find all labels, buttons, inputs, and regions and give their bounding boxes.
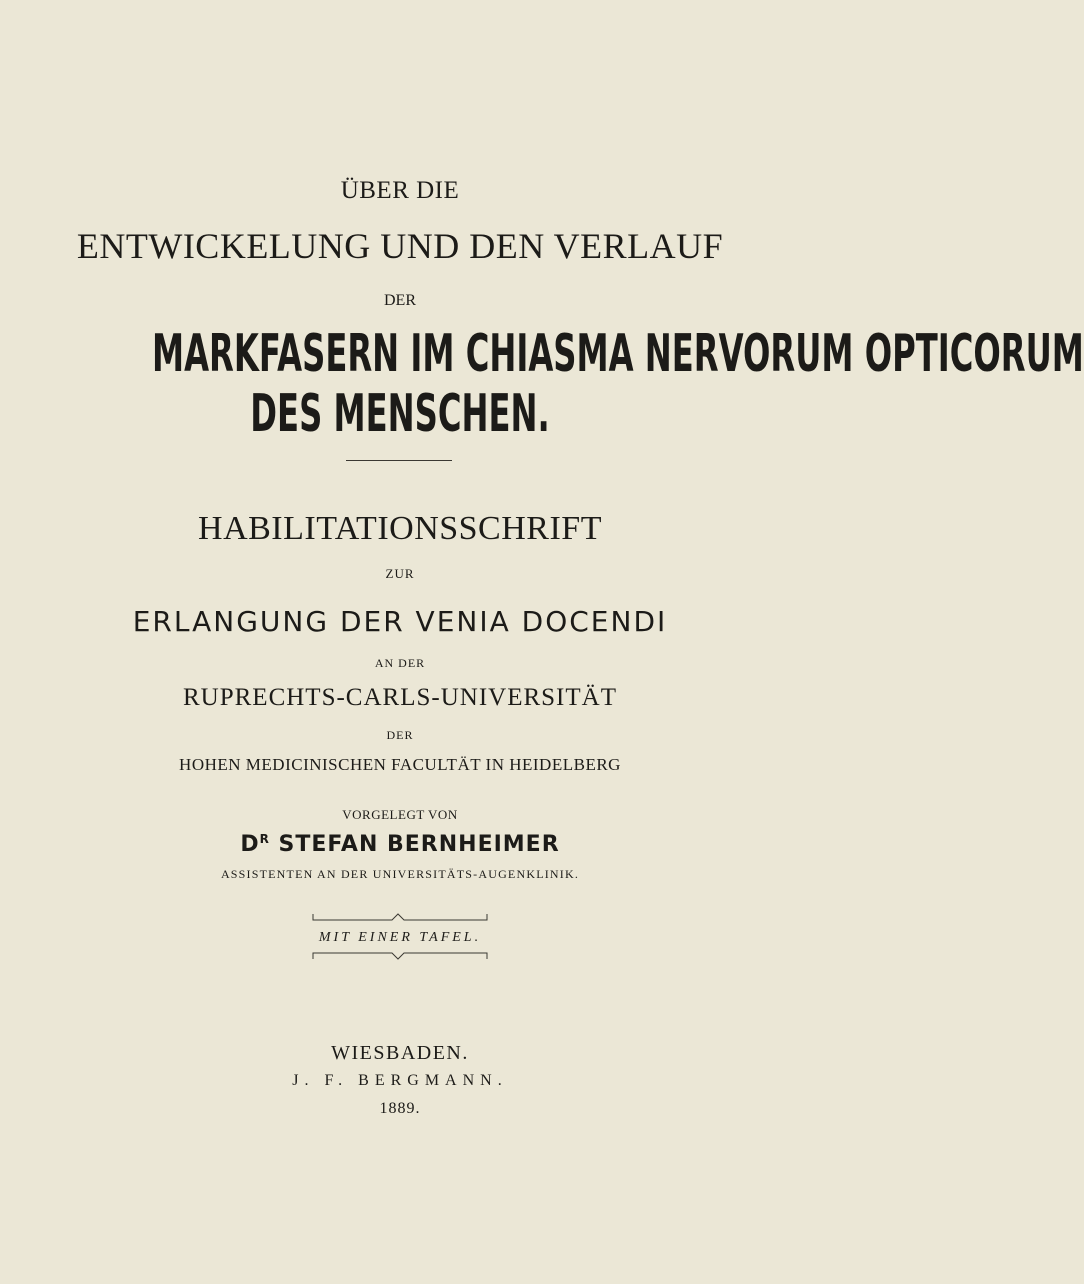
title-line-uber-die: ÜBER DIE — [340, 177, 460, 204]
author-position: ASSISTENTEN AN DER UNIVERSITÄTS-AUGENKLINIK. — [220, 867, 580, 881]
title-line-entwickelung: ENTWICKELUNG UND DEN VERLAUF — [76, 226, 724, 266]
thesis-type: HABILITATIONSSCHRIFT — [198, 510, 602, 547]
thesis-der: DER — [386, 728, 414, 742]
thesis-purpose: ERLANGUNG DER VENIA DOCENDI — [132, 605, 668, 638]
plates-note: MIT EINER TAFEL. — [318, 930, 482, 945]
thesis-zur: ZUR — [385, 566, 415, 581]
imprint-city: WIESBADEN. — [331, 1042, 469, 1064]
imprint-year: 1889. — [379, 1100, 421, 1117]
title-line-der: DER — [384, 292, 416, 309]
faculty-name: HOHEN MEDICINISCHEN FACULTÄT IN HEIDELBERG — [179, 755, 621, 774]
title-des-menschen: DES MENSCHEN. — [250, 384, 550, 444]
author-name: STEFAN BERNHEIMER — [278, 832, 560, 857]
author-line — [0, 833, 800, 856]
ornament-bracket-top — [312, 910, 488, 922]
title-main-line: MARKFASERN IM CHIASMA NERVORUM OPTICORUM — [152, 324, 1084, 384]
ornament-bracket-bottom — [312, 951, 488, 963]
university-name: RUPRECHTS-CARLS-UNIVERSITÄT — [183, 684, 617, 711]
imprint-publisher: J. F. BERGMANN. — [292, 1072, 508, 1089]
title-divider-rule — [346, 460, 452, 461]
author-prefix-sup: R — [259, 832, 270, 846]
submitted-by: VORGELEGT VON — [342, 807, 458, 822]
thesis-an-der: AN DER — [374, 656, 426, 670]
author-prefix: D — [240, 832, 260, 857]
